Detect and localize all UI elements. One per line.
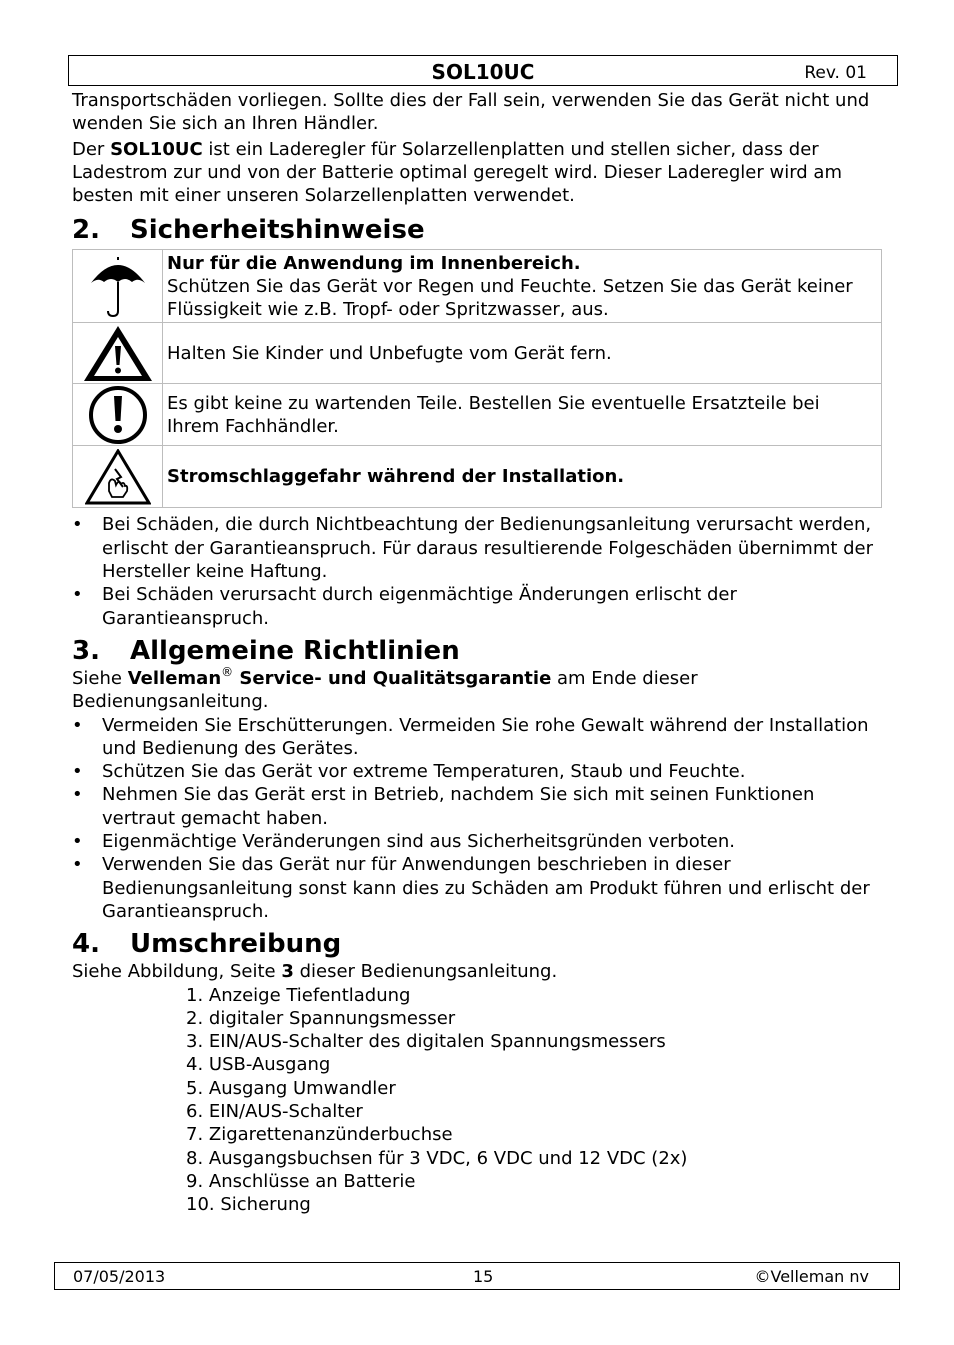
warning-triangle-icon — [73, 323, 163, 384]
guidelines-bullet-list — [72, 714, 884, 924]
list-item: • Verwenden Sie das Gerät nur für Anwendungen beschrieben in dieser Bedienungsanleitung sonst kann dies zu Schäden am Produkt führen und erlischt der Garantieanspruch. — [72, 853, 884, 923]
intro-paragraph — [72, 138, 884, 208]
section-heading-safety — [72, 215, 884, 245]
page-content — [72, 89, 884, 1217]
list-item: • Bei Schäden verursacht durch eigenmächtige Änderungen erlischt der Garantieanspruch. — [72, 583, 884, 630]
intro-text-rest: ist ein Laderegler für Solarzellenplatten und stellen sicher, dass der Ladestrom zur und von der Batterie optimal geregelt wird. Dieser Laderegler wird am besten mit einer unseren Solarzellenplatten verwendet. — [72, 138, 843, 207]
section-title: Sicherheitshinweise — [130, 215, 425, 246]
safety-text: Es gibt keine zu wartenden Teile. Bestellen Sie eventuelle Ersatzteile bei Ihrem Fachhändler. — [167, 392, 820, 437]
list-item: • Schützen Sie das Gerät vor extreme Temperaturen, Staub und Feuchte. — [72, 760, 884, 783]
guidelines-intro — [72, 664, 884, 714]
safety-bold-text: Stromschlaggefahr während der Installation. — [167, 466, 625, 488]
section-number: 4. — [72, 929, 100, 960]
list-item: 2. digitaler Spannungsmesser — [186, 1007, 456, 1029]
section-title: Umschreibung — [130, 929, 342, 960]
list-item: 1. Anzeige Tiefentladung — [186, 984, 411, 1006]
warranty-name: Service- und Qualitätsgarantie — [233, 667, 552, 689]
list-item: 5. Ausgang Umwandler — [186, 1077, 396, 1099]
section-heading-guidelines — [72, 636, 884, 666]
intro-text: Siehe Abbildung, Seite — [72, 961, 282, 983]
list-item: 10. Sicherung — [186, 1194, 311, 1216]
intro-model-name: SOL10UC — [110, 138, 203, 160]
umbrella-icon — [73, 250, 163, 323]
list-item: 8. Ausgangsbuchsen für 3 VDC, 6 VDC und 12 VDC (2x) — [186, 1147, 688, 1169]
list-item: 7. Zigarettenanzünderbuchse — [186, 1124, 453, 1146]
list-item: 4. USB-Ausgang — [186, 1054, 331, 1076]
safety-text-cell — [163, 323, 882, 384]
list-item: • Vermeiden Sie Erschütterungen. Vermeiden Sie rohe Gewalt während der Installation und Bedienung des Gerätes. — [72, 714, 884, 761]
intro-text-rest: dieser Bedienungsanleitung. — [293, 961, 558, 983]
intro-text: Der — [72, 138, 111, 160]
safety-text-cell — [163, 446, 882, 508]
safety-row — [73, 446, 882, 508]
description-intro — [72, 960, 884, 983]
list-item: • Eigenmächtige Veränderungen sind aus Sicherheitsgründen verboten. — [72, 830, 884, 853]
header-revision: Rev. 01 — [804, 63, 867, 83]
list-item: 9. Anschlüsse an Batterie — [186, 1170, 416, 1192]
safety-row — [73, 250, 882, 323]
footer-copyright: ©Velleman nv — [754, 1267, 869, 1286]
safety-text: Halten Sie Kinder und Unbefugte vom Gerät fern. — [167, 342, 612, 364]
safety-row — [73, 323, 882, 384]
intro-continuation: Transportschäden vorliegen. Sollte dies der Fall sein, verwenden Sie das Gerät nicht und wenden Sie sich an Ihren Händler. — [72, 90, 870, 135]
section-number: 2. — [72, 215, 100, 246]
safety-bullet-list — [72, 513, 884, 629]
header-model: SOL10UC — [431, 60, 535, 84]
safety-table — [72, 249, 882, 508]
electric-shock-icon — [73, 446, 163, 508]
brand-name: Velleman — [127, 667, 222, 689]
parts-list — [72, 984, 884, 1217]
page-header — [68, 55, 898, 86]
exclamation-circle-icon — [73, 384, 163, 446]
section-number: 3. — [72, 635, 100, 666]
footer-date: 07/05/2013 — [73, 1267, 166, 1286]
list-item: • Nehmen Sie das Gerät erst in Betrieb, nachdem Sie sich mit seinen Funktionen vertraut gemacht haben. — [72, 783, 884, 830]
footer-page-number: 15 — [473, 1267, 494, 1286]
page-footer — [54, 1262, 900, 1290]
list-item: 6. EIN/AUS-Schalter — [186, 1101, 363, 1123]
intro-text: Siehe — [72, 667, 128, 689]
intro-text-rest: am Ende dieser Bedienungsanleitung. — [72, 667, 698, 713]
safety-bold-text: Nur für die Anwendung im Innenbereich. — [167, 252, 581, 274]
safety-row — [73, 384, 882, 446]
section-heading-description — [72, 929, 884, 959]
list-item: • Bei Schäden, die durch Nichtbeachtung der Bedienungsanleitung verursacht werden, erlischt der Garantieanspruch. Für daraus resultierende Folgeschäden übernimmt der Hersteller keine Haftung. — [72, 513, 884, 583]
registered-mark: ® — [221, 664, 234, 679]
safety-text: Schützen Sie das Gerät vor Regen und Feuchte. Setzen Sie das Gerät keiner Flüssigkeit wie z.B. Tropf- oder Spritzwasser, aus. — [167, 275, 853, 321]
safety-text-cell — [163, 250, 882, 323]
section-title: Allgemeine Richtlinien — [130, 635, 460, 666]
list-item: 3. EIN/AUS-Schalter des digitalen Spannungsmessers — [186, 1031, 666, 1053]
page-reference: 3 — [281, 961, 294, 983]
safety-text-cell — [163, 384, 882, 446]
